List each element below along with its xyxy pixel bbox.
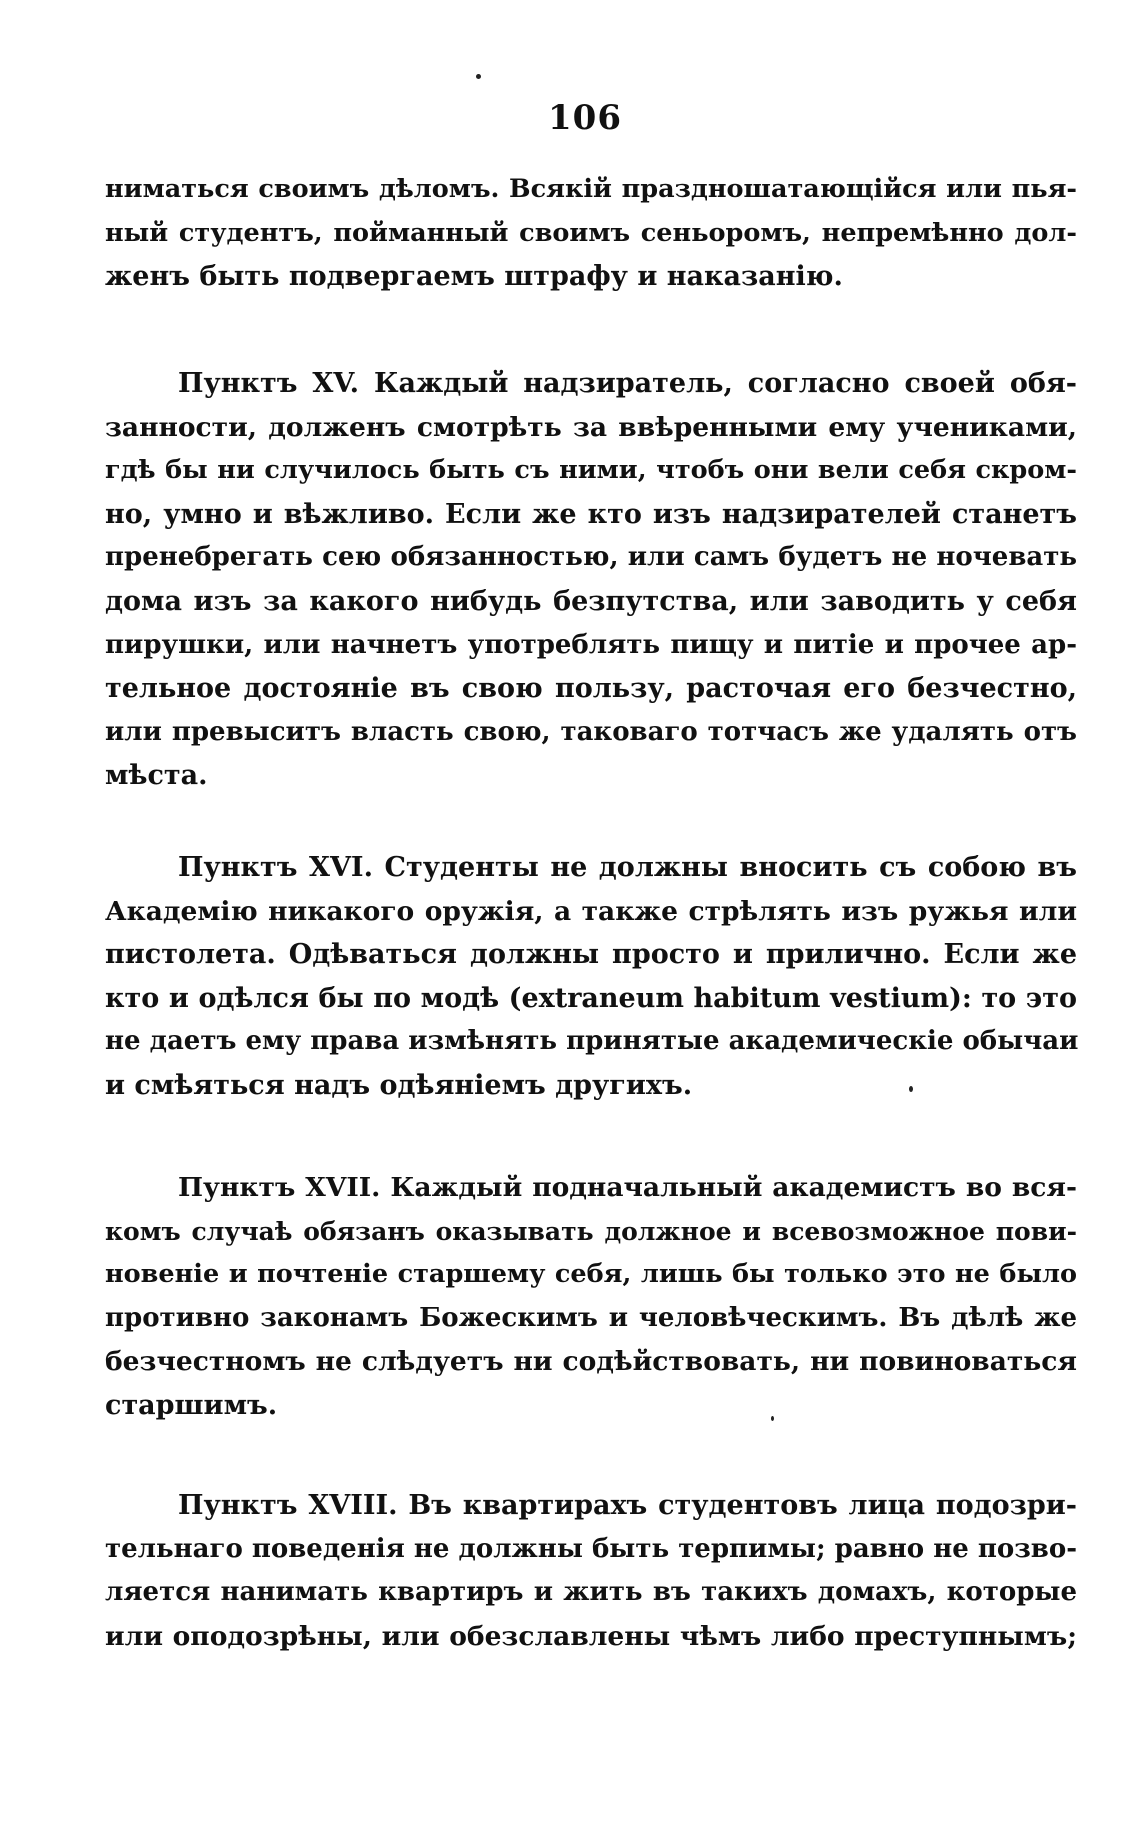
text-line: безчестномъ не слѣдуетъ ни содѣйствовать, ни повиноваться <box>105 1346 1077 1378</box>
text-line: дома изъ за какого нибудь безпутства, или заводить у себя <box>105 585 1077 617</box>
ink-speck <box>476 74 481 79</box>
paragraph-punkt-xvi <box>105 846 1077 1108</box>
paragraph-punkt-xviii <box>105 1484 1077 1658</box>
text-line: комъ случаѣ обязанъ оказывать должное и всевозможное пови- <box>105 1216 1077 1246</box>
text-line: тельнаго поведенія не должны быть терпимы; равно не позво- <box>105 1533 1077 1564</box>
text-line: новеніе и почтеніе старшему себя, лишь бы только это не было <box>105 1259 1077 1290</box>
text-line: Пунктъ XV. Каждый надзиратель, согласно своей обя- <box>178 368 1077 399</box>
text-line: тельное достояніе въ свою пользу, расточая его безчестно, <box>105 673 1077 705</box>
text-line: кто и одѣлся бы по модѣ (extraneum habitum vestium): то это <box>105 982 1077 1014</box>
text-line: не даетъ ему права измѣнять принятые академическіе обычаи <box>105 1026 1079 1057</box>
text-line: пренебрегать сею обязанностью, или самъ будетъ не ночевать <box>105 542 1077 573</box>
text-line: старшимъ. <box>105 1389 278 1421</box>
text-line: Пунктъ XVIII. Въ квартирахъ студентовъ лица подозри- <box>178 1490 1077 1521</box>
page-number: 106 <box>548 98 622 138</box>
text-line: но, умно и вѣжливо. Если же кто изъ надзирателей станетъ <box>105 498 1077 530</box>
text-line: противно законамъ Божескимъ и человѣческимъ. Въ дѣлѣ же <box>105 1302 1077 1333</box>
text-line: Академію никакого оружія, а также стрѣлять изъ ружья или <box>105 895 1077 927</box>
text-line: ляется нанимать квартиръ и жить въ такихъ домахъ, которые <box>105 1577 1077 1608</box>
text-line: занности, долженъ смотрѣть за ввѣренными ему учениками, <box>105 411 1077 443</box>
text-line: пистолета. Одѣваться должны просто и прилично. Если же <box>105 939 1077 971</box>
paragraph-punkt-xvii <box>105 1166 1077 1428</box>
text-line: Пунктъ XVII. Каждый подначальный академистъ во вся- <box>178 1172 1077 1203</box>
text-line: Пунктъ XVI. Студенты не должны вносить съ собою въ <box>178 852 1077 883</box>
paragraph-continuation <box>105 168 1077 299</box>
text-line: или оподозрѣны, или обезславлены чѣмъ либо преступнымъ; <box>105 1620 1077 1652</box>
text-line: женъ быть подвергаемъ штрафу и наказанію. <box>105 261 843 293</box>
text-line: ный студентъ, пойманный своимъ сеньоромъ, непремѣнно дол- <box>105 217 1077 248</box>
text-line: и смѣяться надъ одѣяніемъ другихъ. <box>105 1069 693 1101</box>
text-line: пирушки, или начнетъ употреблять пищу и питіе и прочее ар- <box>105 629 1077 660</box>
ink-speck <box>771 1416 774 1421</box>
text-line: ниматься своимъ дѣломъ. Всякій праздношатающійся или пья- <box>105 174 1077 204</box>
text-line: мѣста. <box>105 760 208 792</box>
text-line: гдѣ бы ни случилось быть съ ними, чтобъ они вели себя скром- <box>105 455 1077 486</box>
paragraph-punkt-xv <box>105 362 1077 798</box>
ink-speck <box>909 1086 913 1092</box>
text-line: или превыситъ власть свою, таковаго тотчасъ же удалять отъ <box>105 716 1077 747</box>
